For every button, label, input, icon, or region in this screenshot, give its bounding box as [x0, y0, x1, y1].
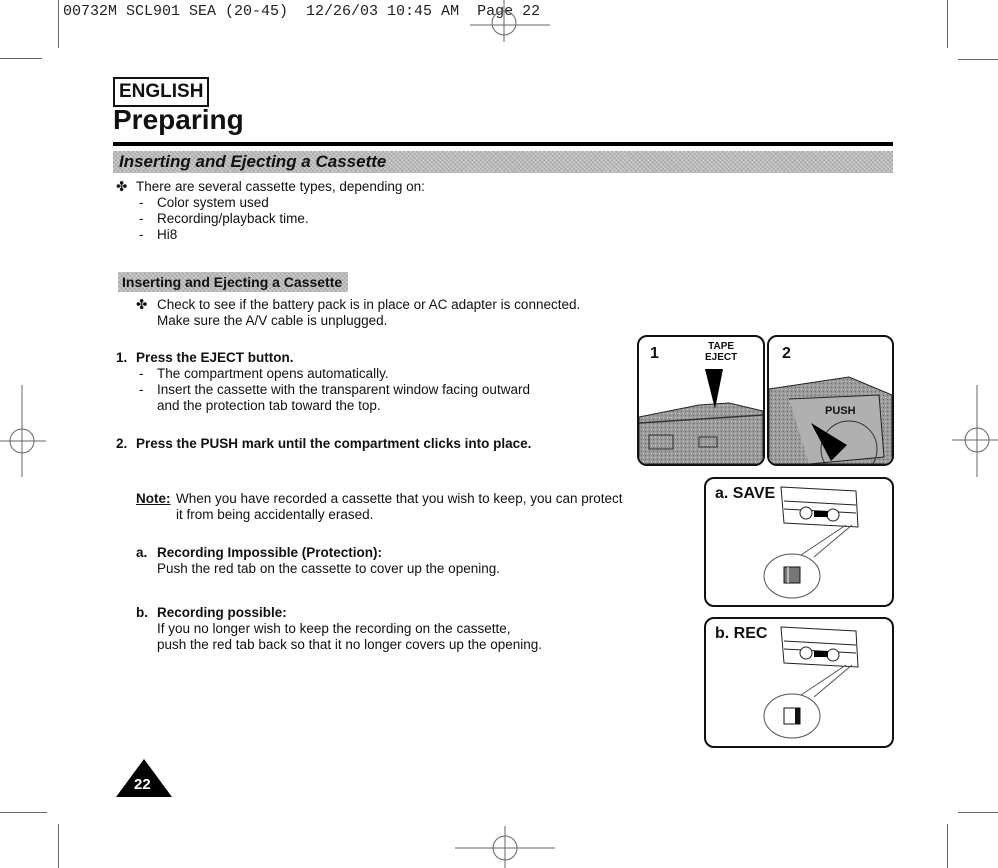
title-rule — [113, 142, 893, 146]
section-band — [113, 151, 893, 173]
option-letter: a. — [136, 545, 148, 560]
intro-item: Recording/playback time. — [157, 211, 309, 226]
option-text: push the red tab back so that it no longer covers up the opening. — [157, 637, 543, 652]
note-label: Note: — [136, 491, 171, 506]
figure-label — [705, 341, 737, 363]
print-header: 00732M SCL901 SEA (20-45) 12/26/03 10:45 AM Page 22 — [63, 3, 541, 20]
option-title: Recording possible: — [157, 605, 287, 620]
crop-mark — [0, 58, 42, 59]
page-number: 22 — [134, 776, 151, 793]
step-title: Press the PUSH mark until the compartment clicks into place. — [136, 436, 532, 451]
dash: - — [139, 382, 144, 397]
subsection-heading: Inserting and Ejecting a Cassette — [118, 272, 348, 292]
check-text: Check to see if the battery pack is in place or AC adapter is connected. — [157, 297, 581, 312]
dash: - — [139, 366, 144, 381]
crop-mark — [947, 824, 948, 868]
bullet-icon: ✤ — [136, 297, 148, 312]
registration-mark-icon — [952, 385, 998, 477]
save-label: a. SAVE — [715, 485, 776, 502]
language-label: ENGLISH — [113, 77, 209, 107]
option-text: If you no longer wish to keep the recording on the cassette, — [157, 621, 511, 636]
label-tape: TAPE — [708, 341, 735, 352]
tab-closed-icon — [784, 567, 800, 583]
option-letter: b. — [136, 605, 148, 620]
crop-mark — [58, 0, 59, 48]
crop-mark — [958, 59, 998, 60]
intro-item: Color system used — [157, 195, 269, 210]
intro-text: There are several cassette types, depending on: — [136, 179, 425, 194]
option-title: Recording Impossible (Protection): — [157, 545, 383, 560]
figure-number: 2 — [782, 345, 791, 362]
intro-item: Hi8 — [157, 227, 178, 242]
page-title: Preparing — [113, 104, 244, 135]
check-text: Make sure the A/V cable is unplugged. — [157, 313, 388, 328]
label-eject: EJECT — [705, 352, 738, 363]
step-item: Insert the cassette with the transparent window facing outward — [157, 382, 530, 397]
figure-tape-eject — [637, 335, 765, 466]
crop-mark — [947, 0, 948, 48]
registration-mark-icon — [470, 0, 550, 42]
step-number: 1. — [116, 350, 128, 365]
registration-mark-icon — [455, 822, 555, 868]
option-text: Push the red tab on the cassette to cover up the opening. — [157, 561, 500, 576]
note-text: When you have recorded a cassette that you wish to keep, you can protect — [176, 491, 623, 506]
figure-save — [704, 477, 894, 607]
figure-number: 1 — [650, 345, 659, 362]
registration-mark-icon — [0, 385, 46, 477]
rec-label: b. REC — [715, 625, 768, 642]
step-item: The compartment opens automatically. — [157, 366, 389, 381]
crop-mark — [0, 812, 47, 813]
step-item: and the protection tab toward the top. — [157, 398, 381, 413]
crop-mark — [58, 824, 59, 868]
step-title: Press the EJECT button. — [136, 350, 294, 365]
figure-push — [767, 335, 894, 466]
dash: - — [139, 195, 144, 210]
push-label: PUSH — [825, 405, 856, 417]
crop-mark — [958, 812, 998, 813]
step-number: 2. — [116, 436, 128, 451]
figure-rec — [704, 617, 894, 748]
section-title: Inserting and Ejecting a Cassette — [119, 152, 387, 171]
dash: - — [139, 227, 144, 242]
arrow-down-icon — [705, 369, 723, 409]
bullet-icon: ✤ — [116, 179, 128, 194]
dash: - — [139, 211, 144, 226]
note-text: it from being accidentally erased. — [176, 507, 374, 522]
